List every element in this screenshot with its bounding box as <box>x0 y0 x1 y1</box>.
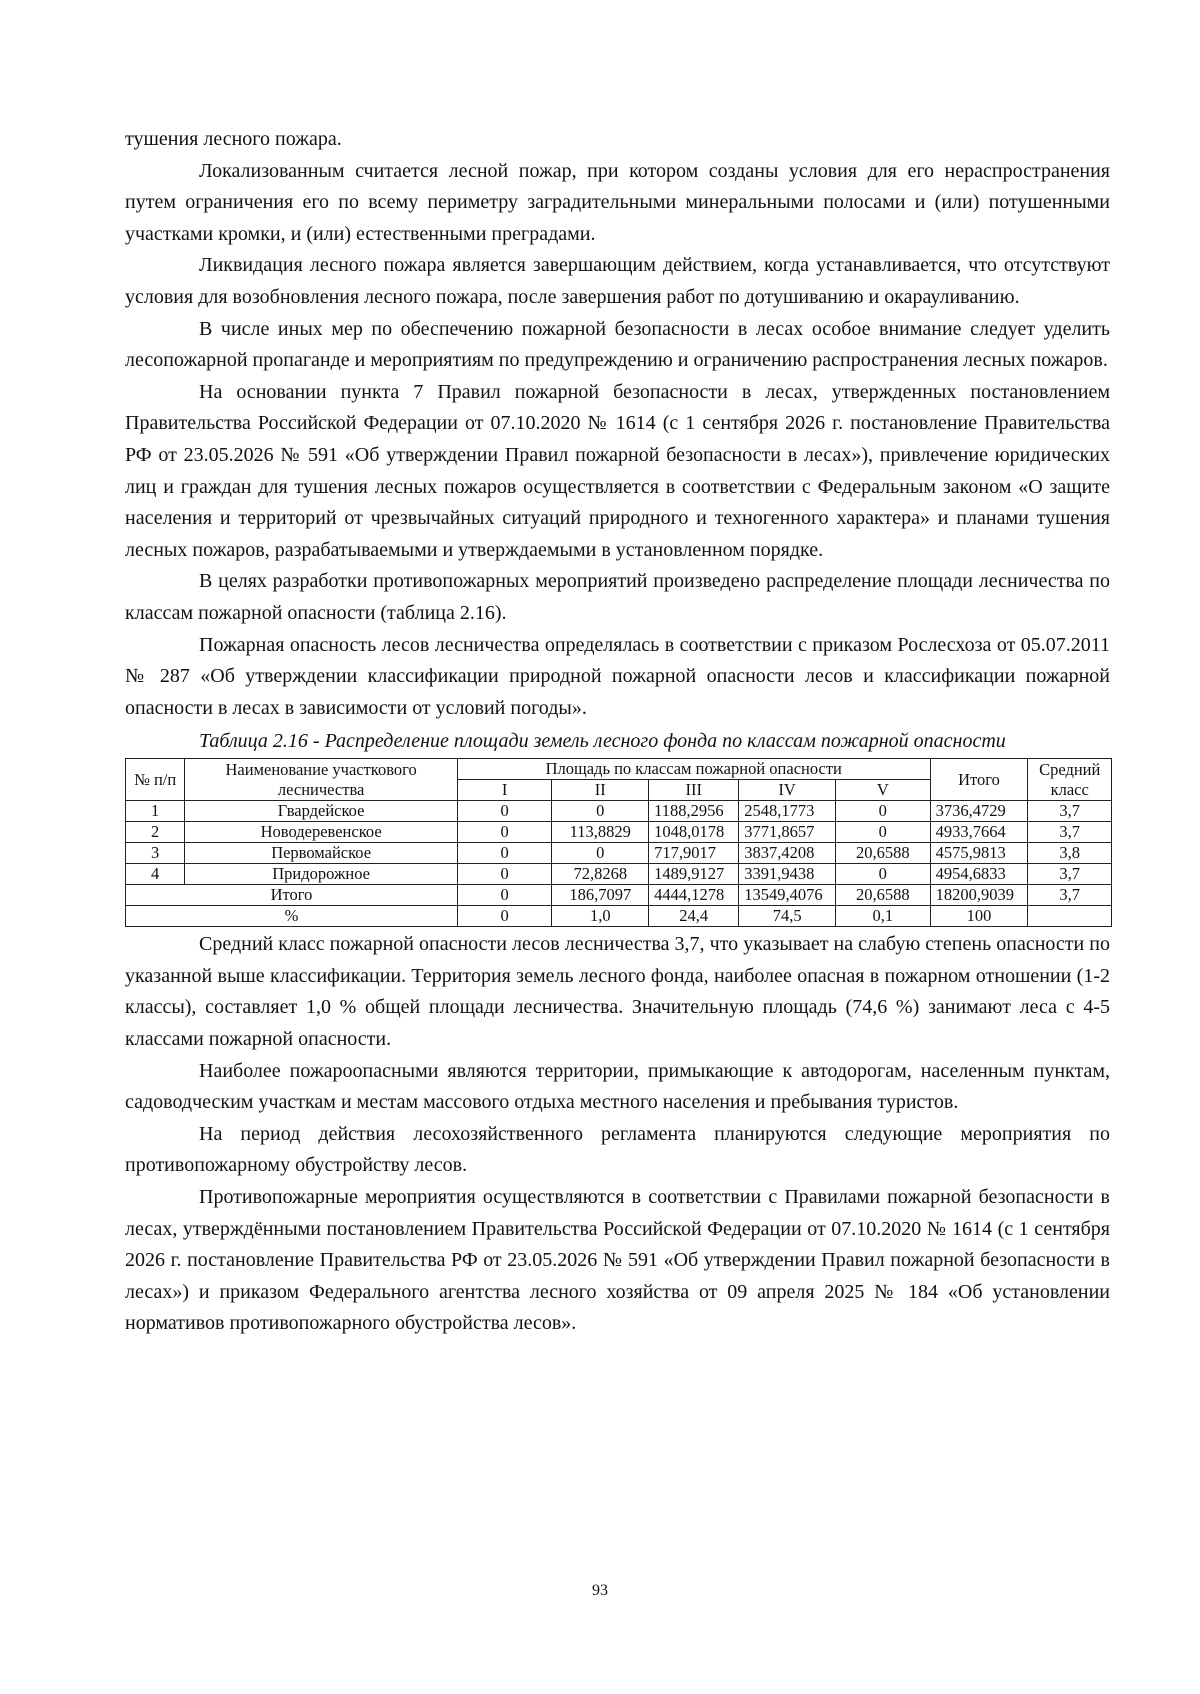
paragraph: Локализованным считается лесной пожар, при котором созданы условия для его нераспространения путем ограничения его по всему периметру заградительными минеральными полосами и (или) потушенными участками кромки, и (или) естественными преградами. <box>125 159 1110 245</box>
cell-value: 20,6588 <box>836 885 931 906</box>
cell-value: 0 <box>552 843 649 864</box>
bottom-text <box>125 929 1110 1340</box>
cell-value: 0 <box>457 801 552 822</box>
cell-value: 2548,1773 <box>739 801 836 822</box>
header-num: № п/п <box>126 759 185 801</box>
cell-value: 20,6588 <box>836 843 931 864</box>
cell-value: 74,5 <box>739 906 836 927</box>
cell-name: Первомайское <box>185 843 458 864</box>
cell-total-label: Итого <box>126 885 458 906</box>
header-class: I <box>457 780 552 801</box>
paragraph: Ликвидация лесного пожара является завершающим действием, когда устанавливается, что отсутствуют условия для возобновления лесного пожара, после завершения работ по дотушиванию и окарауливанию. <box>125 254 1110 308</box>
cell-value: 3837,4208 <box>739 843 836 864</box>
cell-num: 1 <box>126 801 185 822</box>
paragraph: На период действия лесохозяйственного регламента планируются следующие мероприятия по противопожарному обустройству лесов. <box>125 1122 1110 1177</box>
header-total: Итого <box>930 759 1028 801</box>
cell-total: 18200,9039 <box>930 885 1028 906</box>
table-row <box>126 801 1112 822</box>
cell-name: Придорожное <box>185 864 458 885</box>
cell-value: 0 <box>552 801 649 822</box>
cell-value: 113,8829 <box>552 822 649 843</box>
cell-percent-label: % <box>126 906 458 927</box>
fire-class-table <box>125 758 1112 927</box>
paragraph: Противопожарные мероприятия осуществляются в соответствии с Правилами пожарной безопасности в лесах, утверждёнными постановлением Правительства Российской Федерации от 07.10.2020 № 1614 (с 1 сентября 2026 г. постановление Правительства РФ от 23.05.2026 № 591 «Об утверждении Правил пожарной безопасности в лесах») и приказом Федерального агентства лесного хозяйства от 09 апреля 2025 № 184 «Об установлении нормативов противопожарного обустройства лесов». <box>125 1186 1110 1335</box>
cell-value: 0 <box>457 822 552 843</box>
cell-value: 0 <box>836 801 931 822</box>
table-caption: Таблица 2.16 - Распределение площади земель лесного фонда по классам пожарной опасности <box>199 730 1006 753</box>
header-avg: Средний класс <box>1028 759 1112 801</box>
cell-value: 24,4 <box>649 906 739 927</box>
cell-value: 1048,0178 <box>649 822 739 843</box>
top-text <box>125 124 1110 724</box>
cell-total: 3736,4729 <box>930 801 1028 822</box>
paragraph: На основании пункта 7 Правил пожарной безопасности в лесах, утвержденных постановлением Правительства Российской Федерации от 07.10.2020 № 1614 (с 1 сентября 2026 г. постановление Правительства РФ от 23.05.2026 № 591 «Об утверждении Правил пожарной безопасности в лесах»), привлечение юридических лиц и граждан для тушения лесных пожаров осуществляется в соответствии с Федеральным законом «О защите населения и территорий от чрезвычайных ситуаций природного и техногенного характера» и планами тушения лесных пожаров, разрабатываемыми и утверждаемыми в установленном порядке. <box>125 380 1110 561</box>
cell-value: 186,7097 <box>552 885 649 906</box>
cell-total: 4954,6833 <box>930 864 1028 885</box>
cell-name: Гвардейское <box>185 801 458 822</box>
cell-value: 0 <box>457 906 552 927</box>
cell-num: 2 <box>126 822 185 843</box>
paragraph: тушения лесного пожара. <box>125 128 342 150</box>
cell-num: 3 <box>126 843 185 864</box>
table-percent-row <box>126 906 1112 927</box>
cell-value: 1489,9127 <box>649 864 739 885</box>
cell-name: Новодеревенское <box>185 822 458 843</box>
table-total-row <box>126 885 1112 906</box>
page-number: 93 <box>592 1582 608 1599</box>
cell-value: 0 <box>457 864 552 885</box>
cell-total: 4575,9813 <box>930 843 1028 864</box>
header-class: V <box>836 780 931 801</box>
cell-avg: 3,8 <box>1028 843 1112 864</box>
cell-value: 72,8268 <box>552 864 649 885</box>
cell-value: 0 <box>836 864 931 885</box>
cell-value: 1,0 <box>552 906 649 927</box>
cell-value: 3391,9438 <box>739 864 836 885</box>
cell-value: 3771,8657 <box>739 822 836 843</box>
cell-avg <box>1028 906 1112 927</box>
header-name: Наименование участкового лесничества <box>185 759 458 801</box>
cell-total: 100 <box>930 906 1028 927</box>
paragraph: Пожарная опасность лесов лесничества определялась в соответствии с приказом Рослесхоза от 05.07.2011 № 287 «Об утверждении классификации природной пожарной опасности лесов и классификации пожарной опасности в лесах в зависимости от условий погоды». <box>125 633 1110 719</box>
cell-avg: 3,7 <box>1028 864 1112 885</box>
paragraph: Средний класс пожарной опасности лесов лесничества 3,7, что указывает на слабую степень опасности по указанной выше классификации. Территория земель лесного фонда, наиболее опасная в пожарном отношении (1-2 классы), составляет 1,0 % общей площади лесничества. Значительную площадь (74,6 %) занимают леса с 4-5 классами пожарной опасности. <box>125 933 1110 1051</box>
cell-value: 0 <box>457 885 552 906</box>
cell-value: 13549,4076 <box>739 885 836 906</box>
cell-num: 4 <box>126 864 185 885</box>
table-row <box>126 843 1112 864</box>
cell-value: 1188,2956 <box>649 801 739 822</box>
header-class: III <box>649 780 739 801</box>
cell-value: 0 <box>457 843 552 864</box>
cell-total: 4933,7664 <box>930 822 1028 843</box>
cell-avg: 3,7 <box>1028 822 1112 843</box>
paragraph: В целях разработки противопожарных мероприятий произведено распределение площади лесничества по классам пожарной опасности (таблица 2.16). <box>125 570 1110 624</box>
document-page <box>125 124 1110 1340</box>
paragraph: Наиболее пожароопасными являются территории, примыкающие к автодорогам, населенным пунктам, садоводческим участкам и местам массового отдыха местного населения и пребывания туристов. <box>125 1059 1110 1114</box>
cell-value: 717,9017 <box>649 843 739 864</box>
cell-value: 0,1 <box>836 906 931 927</box>
header-class: II <box>552 780 649 801</box>
table-header-row <box>126 759 1112 780</box>
cell-value: 4444,1278 <box>649 885 739 906</box>
cell-value: 0 <box>836 822 931 843</box>
cell-avg: 3,7 <box>1028 885 1112 906</box>
header-class: IV <box>739 780 836 801</box>
table-row <box>126 822 1112 843</box>
table-row <box>126 864 1112 885</box>
cell-avg: 3,7 <box>1028 801 1112 822</box>
header-area-group: Площадь по классам пожарной опасности <box>457 759 930 780</box>
paragraph: В числе иных мер по обеспечению пожарной безопасности в лесах особое внимание следует уделить лесопожарной пропаганде и мероприятиям по предупреждению и ограничению распространения лесных пожаров. <box>125 317 1110 372</box>
